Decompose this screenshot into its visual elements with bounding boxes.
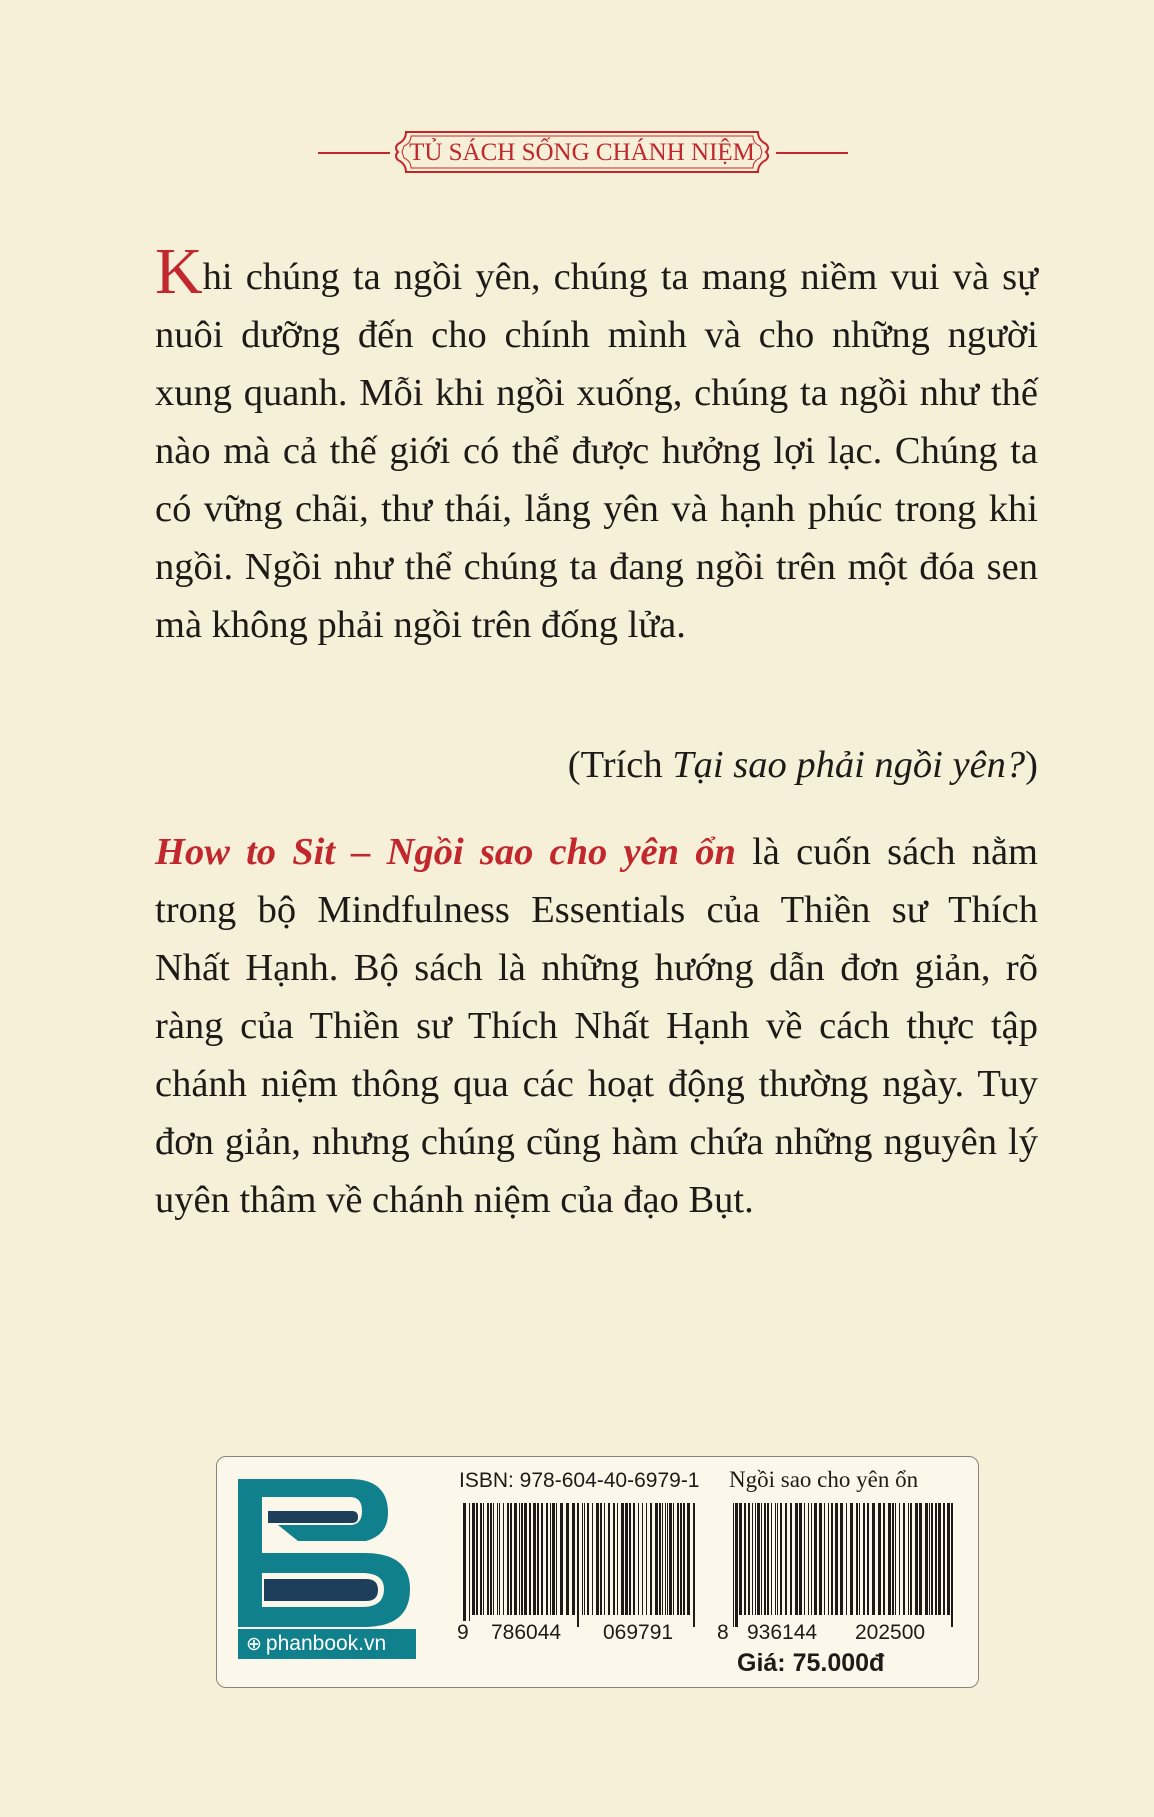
barcode-bar <box>824 1503 825 1615</box>
barcode-bar <box>859 1503 860 1615</box>
barcode-bar <box>748 1503 750 1615</box>
barcode-bar <box>863 1503 865 1615</box>
barcode-bar <box>903 1503 905 1615</box>
barcode-bar <box>811 1503 812 1615</box>
barcode-bar <box>521 1503 523 1615</box>
barcode-bar <box>608 1503 610 1615</box>
barcode-bar <box>507 1503 509 1615</box>
barcode-bar <box>828 1503 829 1615</box>
barcode-bar <box>510 1503 512 1615</box>
barcode-bar <box>646 1503 647 1615</box>
barcode-bar <box>687 1503 690 1615</box>
barcode-bar <box>582 1503 583 1615</box>
barcode-bar <box>476 1503 478 1615</box>
barcode-bar <box>910 1503 912 1615</box>
barcode-bar <box>931 1503 933 1615</box>
barcode-bar <box>925 1503 928 1615</box>
barcode-bar <box>919 1503 922 1615</box>
series-frame <box>392 130 772 174</box>
barcode-bar <box>878 1503 881 1615</box>
barcode-bar <box>524 1503 527 1615</box>
barcode-bar <box>617 1503 618 1615</box>
barcode-bar <box>735 1503 738 1627</box>
barcode2-digit-lead: 8 <box>717 1621 729 1644</box>
barcode-bar <box>938 1503 941 1615</box>
phanbook-logo-icon <box>238 1475 416 1631</box>
barcode-bar <box>556 1503 557 1615</box>
barcode-bar <box>584 1503 585 1615</box>
barcode-bar <box>895 1503 896 1615</box>
barcode2-digit-group1: 936144 <box>747 1621 818 1644</box>
quote-citation <box>568 736 1038 794</box>
barcode-bar <box>683 1503 685 1615</box>
isbn-barcode <box>459 1503 699 1627</box>
isbn-number: ISBN: 978-604-40-6979-1 <box>459 1469 700 1492</box>
barcode-bar <box>572 1503 575 1615</box>
barcode-bar <box>497 1503 498 1615</box>
barcode-bar <box>799 1503 802 1615</box>
barcode-bar <box>537 1503 539 1615</box>
barcode-bar <box>951 1503 953 1627</box>
barcode-bar <box>659 1503 661 1615</box>
barcode-bar <box>814 1503 817 1615</box>
barcode-bar <box>655 1503 658 1615</box>
ornament-line-right <box>776 152 848 154</box>
barcode-bar <box>872 1503 875 1615</box>
ornament-line-left <box>318 152 390 154</box>
barcode-bar <box>804 1503 805 1615</box>
barcode-bar <box>483 1503 484 1615</box>
barcode-bar <box>552 1503 555 1615</box>
series-badge <box>0 130 1154 176</box>
barcode-bar <box>795 1503 798 1615</box>
barcode-bar <box>499 1503 500 1615</box>
barcode-bar <box>780 1503 782 1615</box>
barcode-bar <box>546 1503 548 1615</box>
barcode-bar <box>662 1503 663 1615</box>
barcode-bar <box>771 1503 772 1615</box>
product-barcode <box>729 1503 957 1627</box>
barcode-bar <box>739 1503 742 1615</box>
barcode-bar <box>888 1503 891 1615</box>
publisher-url-text: phanbook.vn <box>265 1632 387 1655</box>
barcode-bar <box>764 1503 766 1615</box>
barcode-bar <box>790 1503 792 1615</box>
barcode-bar <box>757 1503 760 1615</box>
barcode-bar <box>899 1503 900 1615</box>
barcode-bar <box>600 1503 602 1615</box>
series-label: TỦ SÁCH SỐNG CHÁNH NIỆM <box>409 139 755 166</box>
barcode-bar <box>673 1503 674 1615</box>
barcode-bar <box>629 1503 631 1615</box>
barcode1-digit-lead: 9 <box>457 1621 469 1644</box>
citation-prefix: (Trích <box>567 744 673 786</box>
barcode2-digit-group2: 202500 <box>855 1621 926 1644</box>
barcode-bar <box>915 1503 918 1615</box>
barcode-bar <box>604 1503 605 1615</box>
barcode-bar <box>487 1503 489 1615</box>
barcode-bar <box>808 1503 809 1615</box>
barcode-bar <box>819 1503 822 1615</box>
barcode-bar <box>566 1503 569 1615</box>
barcode-bar <box>596 1503 599 1615</box>
quote-text: hi chúng ta ngồi yên, chúng ta mang niềm vui và sự nuôi dưỡng đến cho chính mình và cho những người xung quanh. Mỗi khi ngồi xuống, chúng ta ngồi như thế nào mà cả thế giới có thể được hưởng lợi lạc. Chúng ta có vững chãi, thư thái, lắng yên và hạnh phúc trong khi ngồi. Ngồi như thể chúng ta đang ngồi trên một đóa sen mà không phải ngồi trên đống lửa. <box>155 256 1038 646</box>
barcode-bar <box>519 1503 520 1615</box>
barcode-bar <box>733 1503 734 1627</box>
barcode-bar <box>625 1503 628 1615</box>
barcode-bar <box>550 1503 551 1615</box>
barcode-bar <box>831 1503 833 1615</box>
barcode-bar <box>856 1503 858 1615</box>
barcode-bar <box>669 1503 672 1615</box>
barcode-bar <box>587 1503 589 1615</box>
barcode-bar <box>665 1503 666 1615</box>
drop-cap: K <box>155 235 203 308</box>
barcode-bar <box>883 1503 885 1615</box>
barcode-bar <box>935 1503 937 1615</box>
barcode-bar <box>892 1503 894 1615</box>
barcode-bar <box>469 1503 470 1627</box>
barcode-bar <box>472 1503 475 1615</box>
barcode-bar <box>503 1503 504 1615</box>
barcode-bar <box>775 1503 776 1615</box>
barcode-bar <box>514 1503 517 1615</box>
barcode-bar <box>908 1503 909 1615</box>
barcode-bar <box>867 1503 869 1615</box>
citation-title: Tại sao phải ngồi yên? <box>672 744 1026 786</box>
barcode-bar <box>541 1503 543 1615</box>
barcode-bar <box>785 1503 787 1615</box>
barcode-bar <box>490 1503 492 1615</box>
barcode-bar <box>650 1503 652 1615</box>
barcode-bar <box>529 1503 531 1615</box>
barcode-book-title: Ngồi sao cho yên ổn <box>729 1467 919 1492</box>
barcode-bar <box>850 1503 853 1615</box>
barcode-bar <box>633 1503 635 1615</box>
globe-icon: ⊕ <box>246 1634 262 1655</box>
barcode-bar <box>621 1503 624 1615</box>
barcode-bar <box>533 1503 536 1615</box>
barcode1-digit-group2: 069791 <box>603 1621 674 1644</box>
barcode-bar <box>613 1503 615 1615</box>
book-title: How to Sit – Ngồi sao cho yên ổn <box>155 831 736 873</box>
barcode-bar <box>677 1503 679 1615</box>
price: Giá: 75.000đ <box>737 1649 885 1677</box>
barcode-bar <box>777 1503 778 1615</box>
barcode-bar <box>929 1503 930 1615</box>
barcode-bar <box>560 1503 563 1615</box>
barcode-bar <box>752 1503 753 1615</box>
barcode-bar <box>744 1503 746 1615</box>
barcode-bar <box>835 1503 838 1615</box>
barcode-bar <box>577 1503 579 1627</box>
isbn-label-box <box>216 1456 979 1688</box>
barcode-bar <box>840 1503 843 1615</box>
barcode-bar <box>943 1503 945 1615</box>
barcode-bar <box>755 1503 756 1615</box>
publisher-url <box>238 1629 416 1659</box>
barcode-bar <box>592 1503 593 1615</box>
quote-paragraph <box>155 235 1038 654</box>
barcode-bar <box>667 1503 668 1615</box>
barcode-bar <box>846 1503 847 1615</box>
barcode-bar <box>693 1503 695 1627</box>
description-paragraph <box>155 823 1038 1229</box>
barcode-bar <box>480 1503 482 1615</box>
barcode-bar <box>680 1503 682 1615</box>
barcode-bar <box>638 1503 639 1615</box>
description-text: là cuốn sách nằm trong bộ Mindfulness Essentials của Thiền sư Thích Nhất Hạnh. Bộ sách là những hướng dẫn đơn giản, rõ ràng của Thiền sư Thích Nhất Hạnh về cách thực tập chánh niệm thông qua các hoạt động thường ngày. Tuy đơn giản, nhưng chúng cũng hàm chứa những nguyên lý uyên thâm về chánh niệm của đạo Bụt. <box>155 831 1038 1221</box>
citation-suffix: ) <box>1025 744 1038 786</box>
barcode-bar <box>463 1503 466 1627</box>
barcode-bar <box>642 1503 643 1615</box>
barcode-bar <box>767 1503 769 1615</box>
publisher-logo <box>238 1475 416 1659</box>
barcode-bar <box>761 1503 762 1615</box>
barcode1-digit-group1: 786044 <box>491 1621 562 1644</box>
barcode-bar <box>493 1503 494 1615</box>
barcode-bar <box>947 1503 950 1615</box>
